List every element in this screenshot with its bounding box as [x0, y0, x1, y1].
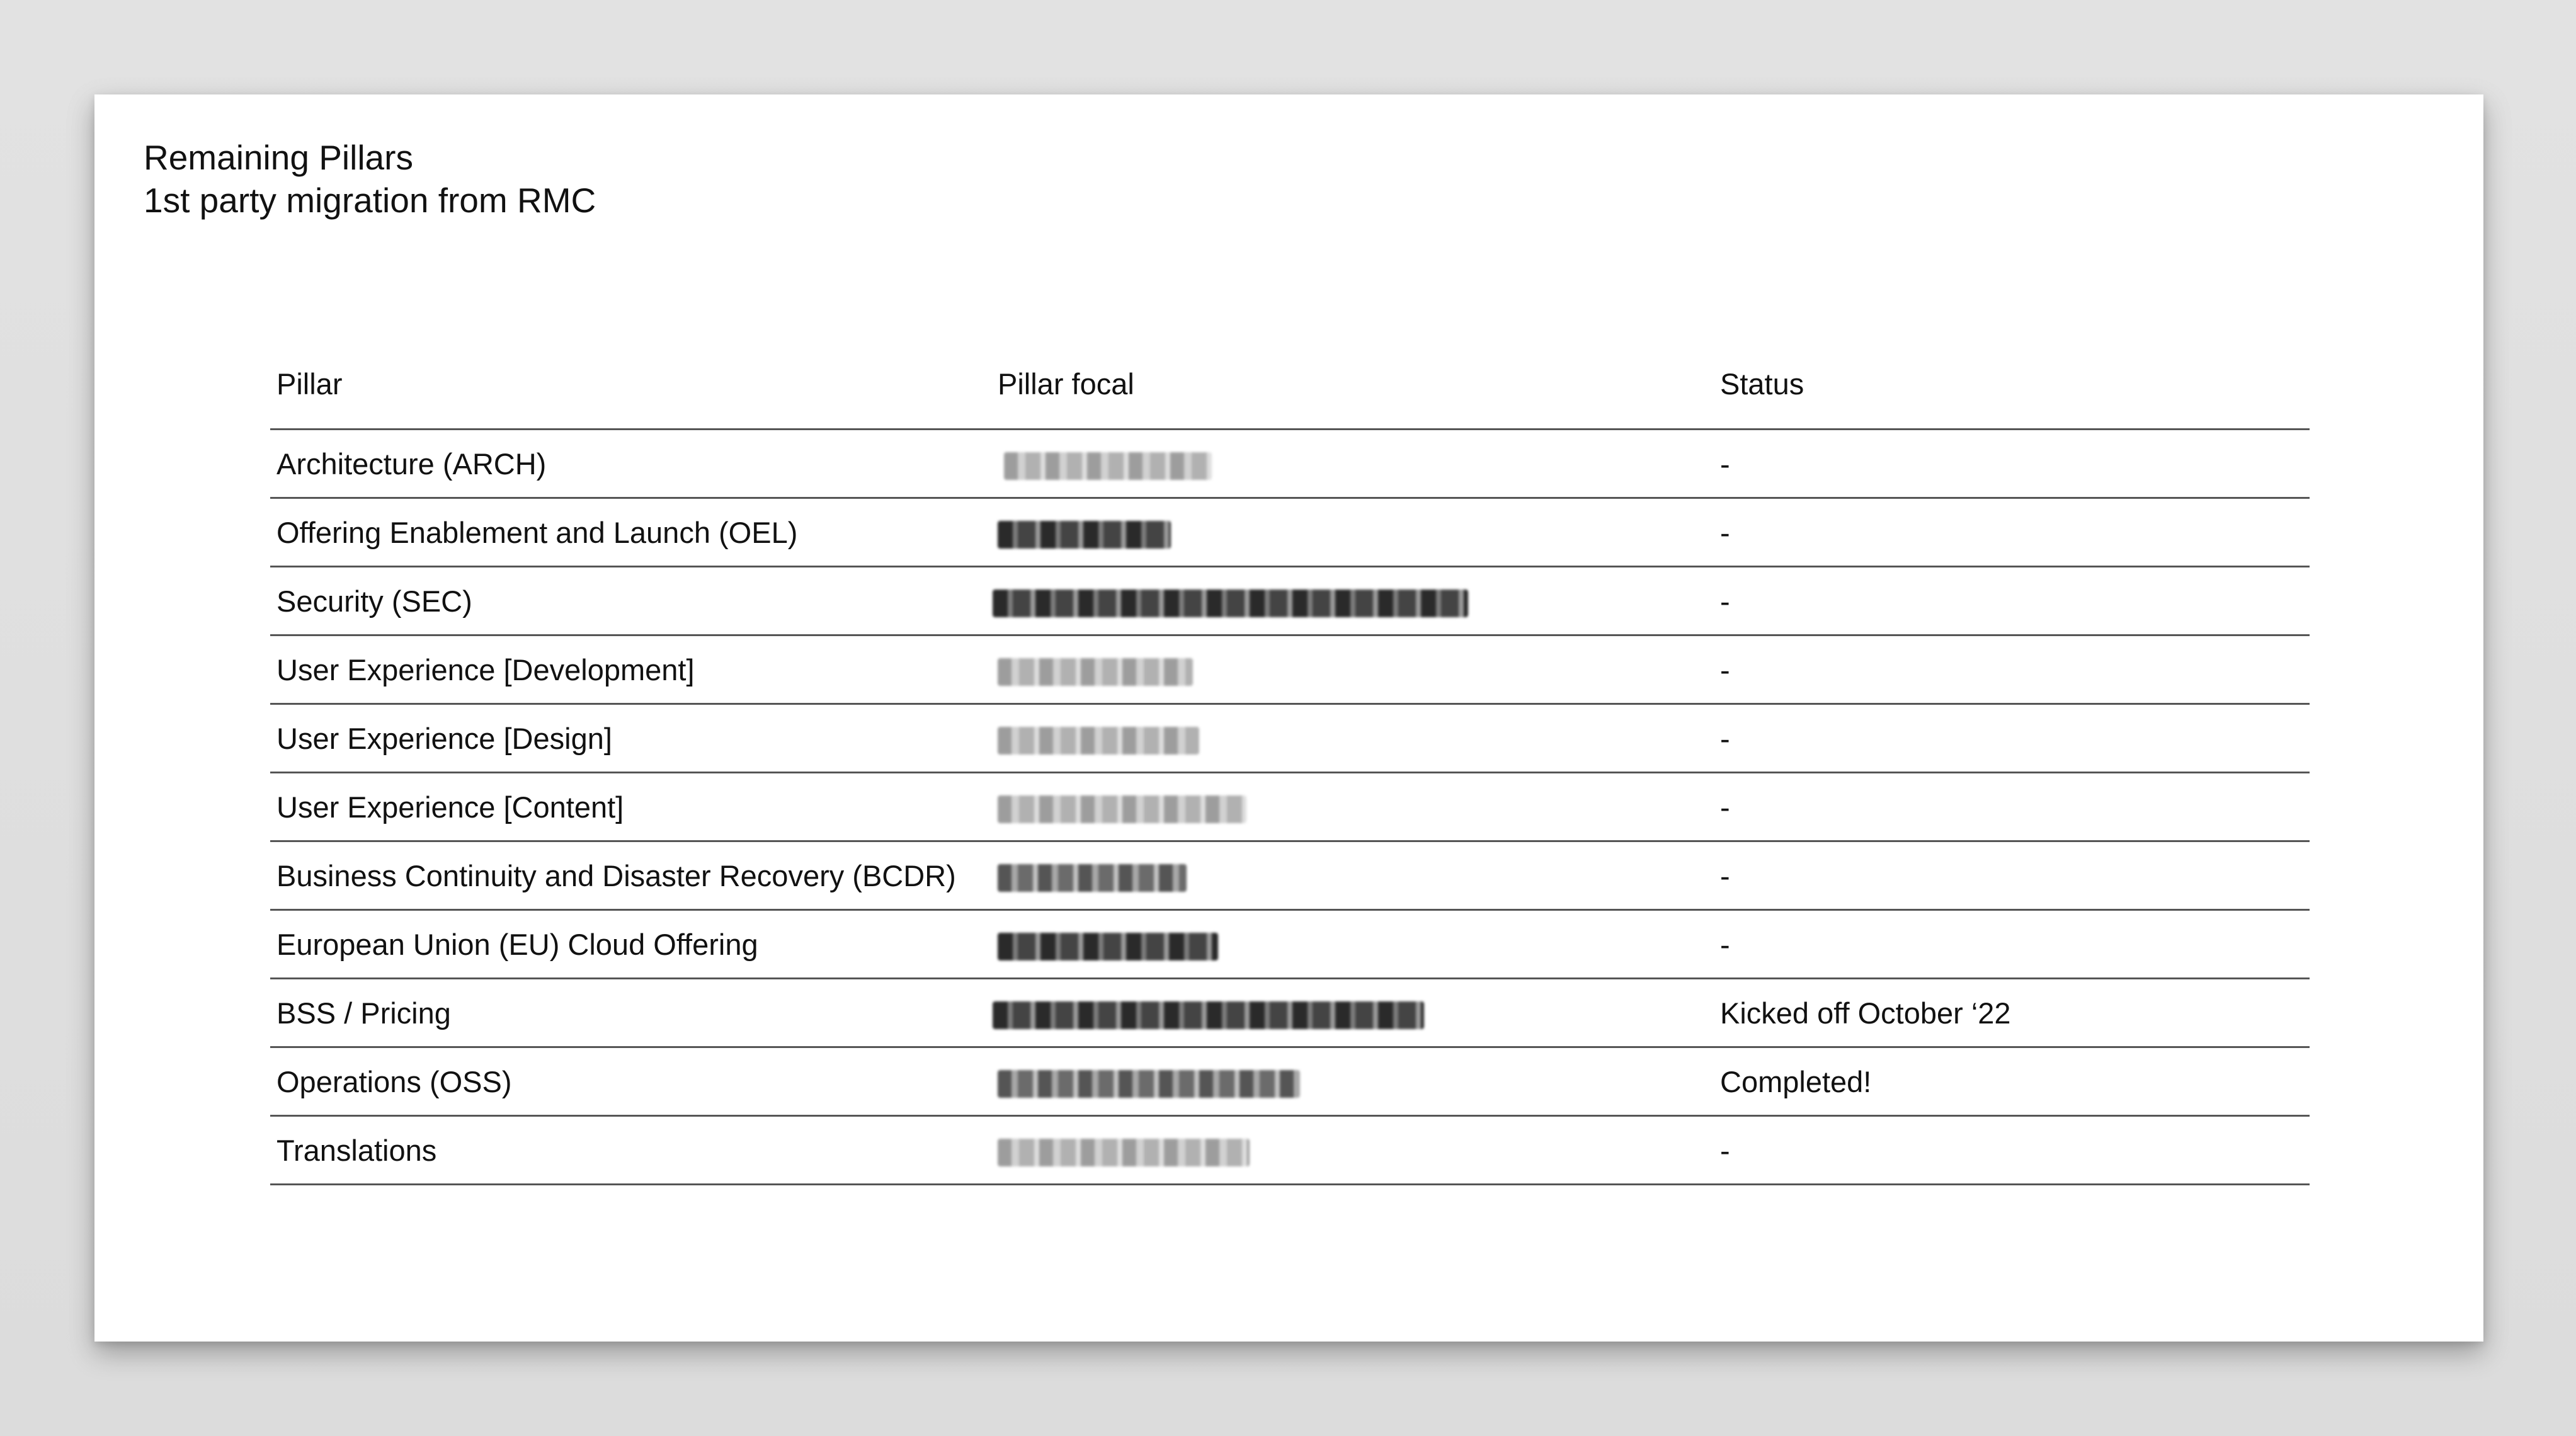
focal-cell: [991, 1116, 1714, 1185]
focal-cell: [991, 704, 1714, 773]
focal-cell: [991, 498, 1714, 567]
status-cell: -: [1714, 567, 2310, 635]
pillar-cell: Architecture (ARCH): [270, 430, 991, 498]
redacted-name: [993, 590, 1468, 617]
pillar-cell: User Experience [Development]: [270, 635, 991, 704]
focal-cell: [991, 773, 1714, 841]
focal-cell: [991, 1047, 1714, 1116]
redacted-name: [998, 727, 1199, 755]
redacted-name: [998, 795, 1246, 823]
redacted-name: [998, 864, 1187, 892]
pillar-cell: BSS / Pricing: [270, 979, 991, 1047]
redacted-name: [998, 933, 1218, 960]
focal-cell: [991, 567, 1714, 635]
status-cell: Completed!: [1714, 1047, 2310, 1116]
slide: [94, 94, 2483, 1342]
header-status: Status: [1714, 339, 2310, 430]
focal-cell: [991, 910, 1714, 979]
pillar-cell: Business Continuity and Disaster Recovery (BCDR): [270, 841, 991, 910]
status-cell: -: [1714, 1116, 2310, 1185]
status-cell: -: [1714, 635, 2310, 704]
table-row: [270, 773, 2310, 841]
pillar-cell: Operations (OSS): [270, 1047, 991, 1116]
pillar-cell: Translations: [270, 1116, 991, 1185]
table-row: [270, 704, 2310, 773]
table-header-row: [270, 339, 2310, 430]
pillar-cell: User Experience [Design]: [270, 704, 991, 773]
status-cell: -: [1714, 910, 2310, 979]
title-line-1: Remaining Pillars: [144, 138, 413, 177]
table-row: [270, 567, 2310, 635]
redacted-name: [998, 658, 1193, 686]
table-row: [270, 635, 2310, 704]
status-cell: Kicked off October ‘22: [1714, 979, 2310, 1047]
table-row: [270, 979, 2310, 1047]
status-cell: -: [1714, 498, 2310, 567]
table-row: [270, 498, 2310, 567]
title-line-2: 1st party migration from RMC: [144, 181, 596, 220]
focal-cell: [991, 841, 1714, 910]
pillars-table: [270, 339, 2310, 1185]
table-row: [270, 910, 2310, 979]
redacted-name: [998, 521, 1171, 549]
table-row: [270, 430, 2310, 498]
status-cell: -: [1714, 430, 2310, 498]
header-pillar-focal: Pillar focal: [991, 339, 1714, 430]
table-row: [270, 1116, 2310, 1185]
status-cell: -: [1714, 704, 2310, 773]
redacted-name: [998, 1070, 1300, 1098]
redacted-name: [1004, 452, 1212, 480]
focal-cell: [991, 979, 1714, 1047]
redacted-name: [998, 1139, 1250, 1166]
header-pillar: Pillar: [270, 339, 991, 430]
pillar-cell: Offering Enablement and Launch (OEL): [270, 498, 991, 567]
status-cell: -: [1714, 773, 2310, 841]
pillar-cell: User Experience [Content]: [270, 773, 991, 841]
pillar-cell: European Union (EU) Cloud Offering: [270, 910, 991, 979]
slide-title: [144, 136, 596, 222]
focal-cell: [991, 430, 1714, 498]
status-cell: -: [1714, 841, 2310, 910]
focal-cell: [991, 635, 1714, 704]
pillar-cell: Security (SEC): [270, 567, 991, 635]
redacted-name: [993, 1001, 1424, 1029]
table-row: [270, 841, 2310, 910]
table-row: [270, 1047, 2310, 1116]
